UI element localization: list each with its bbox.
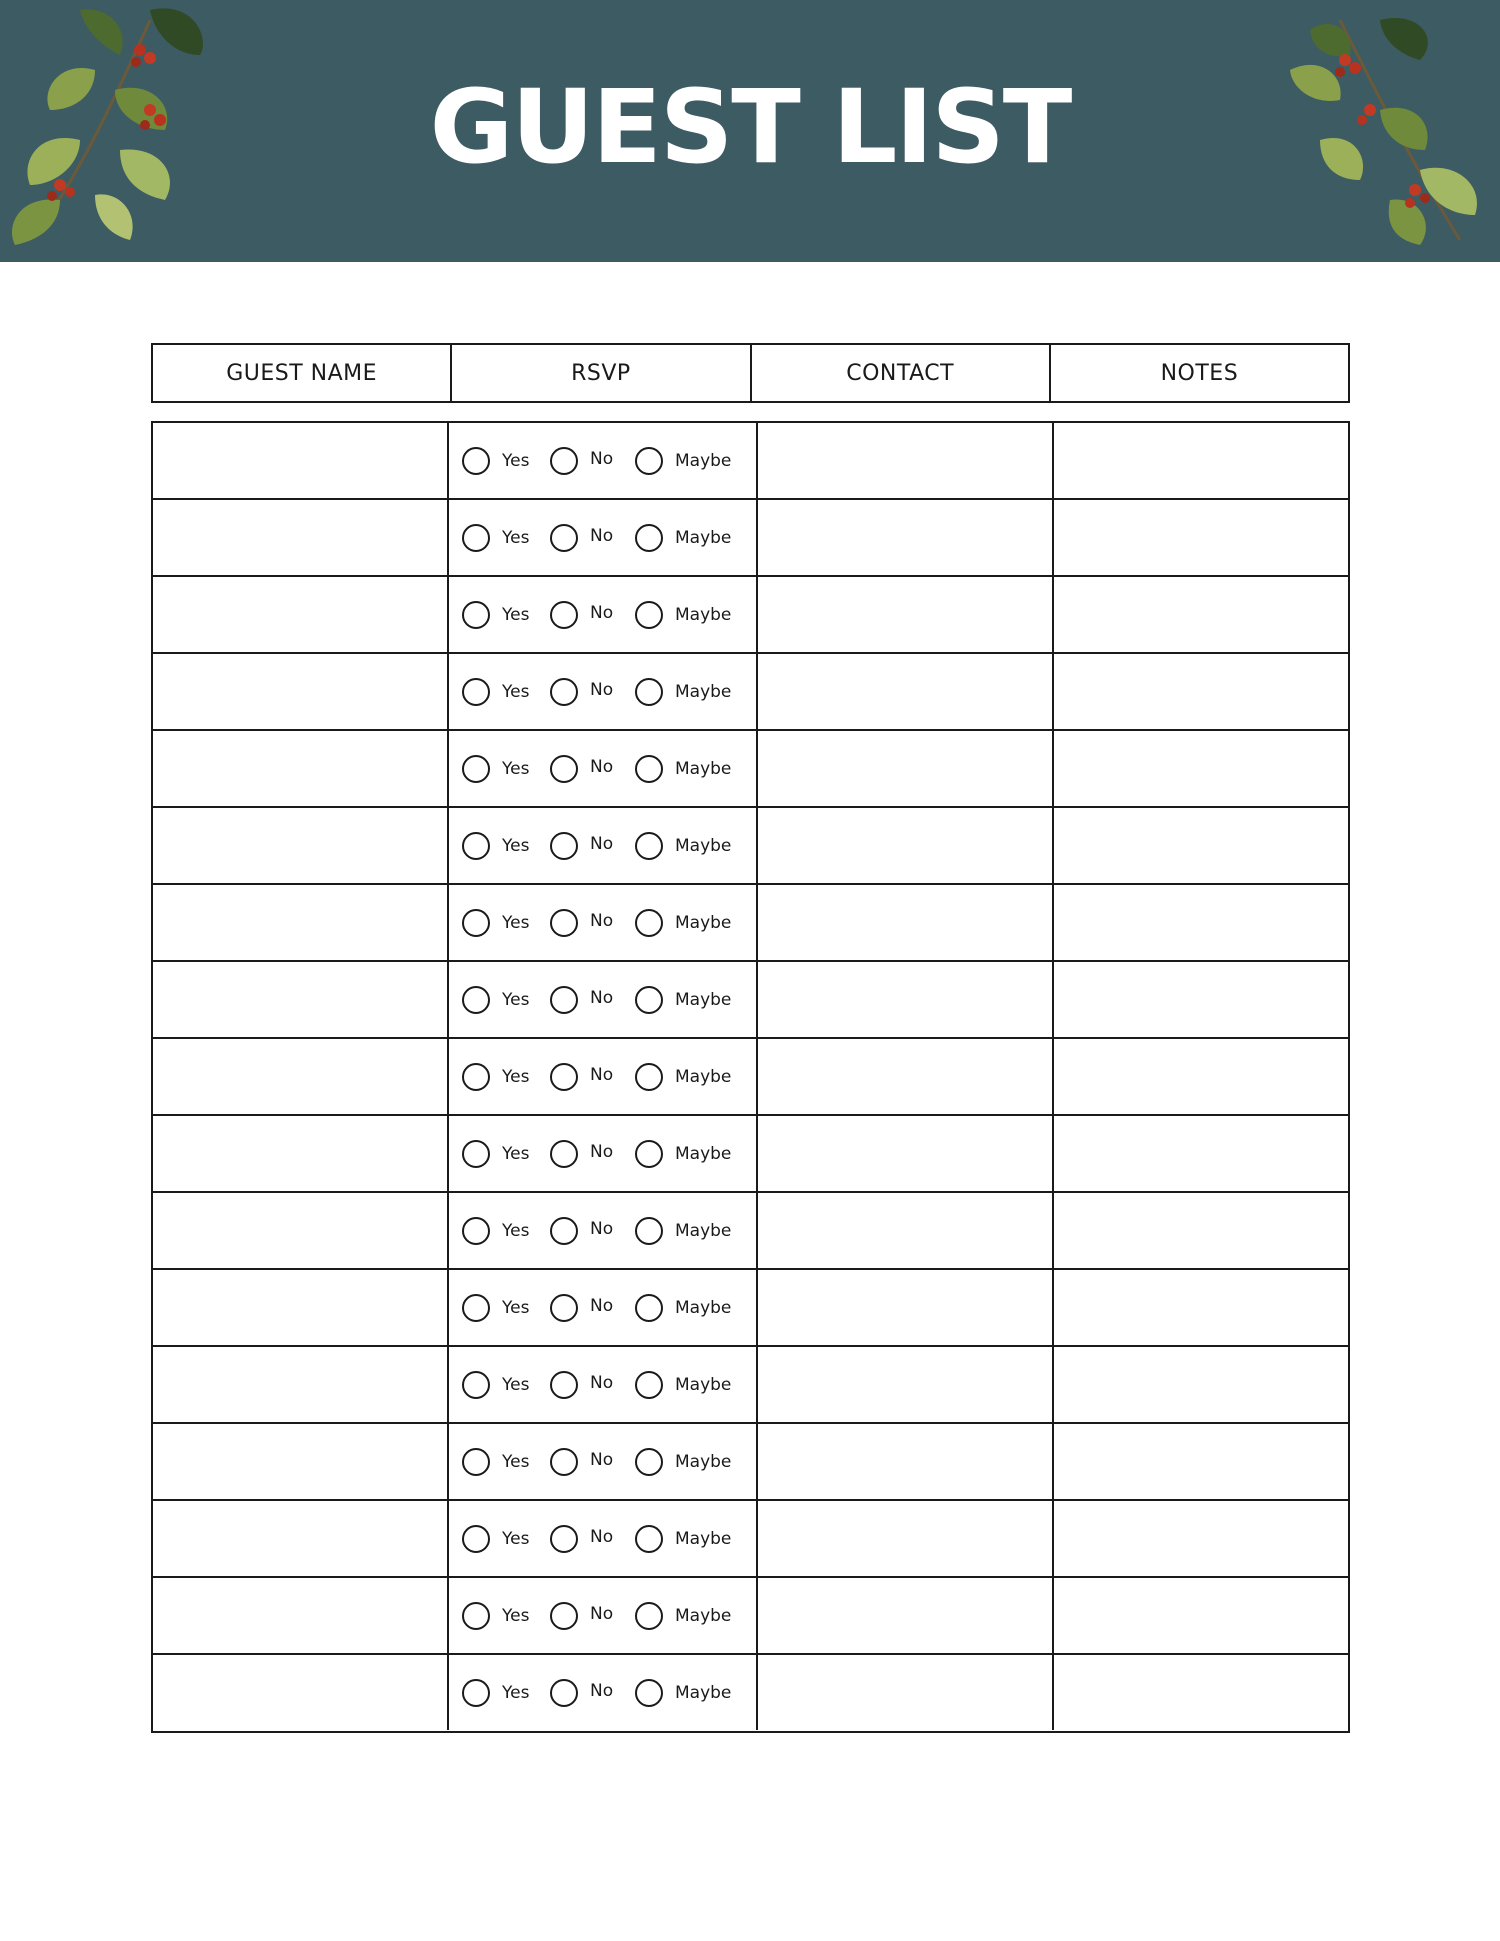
contact-cell[interactable] (758, 962, 1054, 1037)
contact-cell[interactable] (758, 1193, 1054, 1268)
column-header-guest-name: GUEST NAME (153, 345, 452, 401)
rsvp-option-label: No (590, 833, 614, 854)
table-row (153, 1193, 1348, 1270)
rsvp-option-label: Yes (502, 835, 530, 856)
notes-cell[interactable] (1054, 1039, 1348, 1114)
rsvp-option-maybe[interactable] (635, 678, 731, 706)
guest-name-cell[interactable] (153, 1116, 449, 1191)
guest-name-cell[interactable] (153, 1347, 449, 1422)
guest-name-cell[interactable] (153, 1270, 449, 1345)
notes-cell[interactable] (1054, 1655, 1348, 1730)
radio-circle-icon[interactable] (550, 1525, 578, 1553)
rsvp-option-label: Maybe (675, 681, 732, 702)
rsvp-option-label: Yes (502, 1297, 530, 1318)
rsvp-option-no[interactable] (550, 755, 635, 783)
radio-circle-icon[interactable] (462, 755, 490, 783)
radio-circle-icon[interactable] (462, 832, 490, 860)
contact-cell[interactable] (758, 577, 1054, 652)
rsvp-option-yes[interactable] (462, 909, 550, 937)
rsvp-option-maybe[interactable] (635, 1294, 731, 1322)
column-header-rsvp: RSVP (452, 345, 751, 401)
rsvp-option-label: Yes (502, 1374, 530, 1395)
rsvp-cell (449, 1424, 758, 1499)
notes-cell[interactable] (1054, 962, 1348, 1037)
rsvp-option-label: Maybe (675, 1605, 732, 1626)
notes-cell[interactable] (1054, 654, 1348, 729)
contact-cell[interactable] (758, 1578, 1054, 1653)
rsvp-cell (449, 1501, 758, 1576)
rsvp-option-label: No (590, 1141, 614, 1162)
rsvp-option-yes[interactable] (462, 986, 550, 1014)
rsvp-option-label: Yes (502, 758, 530, 779)
rsvp-option-yes[interactable] (462, 1602, 550, 1630)
rsvp-option-label: Yes (502, 1066, 530, 1087)
notes-cell[interactable] (1054, 1347, 1348, 1422)
rsvp-option-label: Yes (502, 450, 530, 471)
rsvp-cell (449, 885, 758, 960)
radio-circle-icon[interactable] (462, 1294, 490, 1322)
rsvp-cell (449, 808, 758, 883)
rsvp-option-label: Yes (502, 1605, 530, 1626)
rsvp-option-label: Yes (502, 681, 530, 702)
rsvp-option-label: Maybe (675, 1374, 732, 1395)
rsvp-option-yes[interactable] (462, 1525, 550, 1553)
radio-circle-icon[interactable] (462, 1679, 490, 1707)
radio-circle-icon[interactable] (462, 909, 490, 937)
contact-cell[interactable] (758, 731, 1054, 806)
rsvp-option-label: Maybe (675, 758, 732, 779)
radio-circle-icon[interactable] (462, 1525, 490, 1553)
rsvp-option-label: Yes (502, 1143, 530, 1164)
rsvp-cell (449, 1270, 758, 1345)
rsvp-option-label: No (590, 1064, 614, 1085)
rsvp-option-label: Yes (502, 989, 530, 1010)
guest-name-cell[interactable] (153, 1193, 449, 1268)
radio-circle-icon[interactable] (635, 1679, 663, 1707)
rsvp-option-label: Maybe (675, 912, 732, 933)
notes-cell[interactable] (1054, 423, 1348, 498)
contact-cell[interactable] (758, 654, 1054, 729)
rsvp-option-label: No (590, 602, 614, 623)
rsvp-option-maybe[interactable] (635, 755, 731, 783)
rsvp-option-maybe[interactable] (635, 1371, 731, 1399)
rsvp-option-no[interactable] (550, 1525, 635, 1553)
rsvp-option-yes[interactable] (462, 447, 550, 475)
rsvp-option-label: No (590, 1372, 614, 1393)
rsvp-option-no[interactable] (550, 1217, 635, 1245)
rsvp-cell (449, 1578, 758, 1653)
radio-circle-icon[interactable] (550, 1063, 578, 1091)
rsvp-option-label: No (590, 1295, 614, 1316)
holly-icon (1270, 0, 1500, 250)
rsvp-option-maybe[interactable] (635, 601, 731, 629)
rsvp-option-no[interactable] (550, 1294, 635, 1322)
rsvp-option-no[interactable] (550, 832, 635, 860)
rsvp-cell (449, 500, 758, 575)
header-banner (0, 0, 1500, 262)
contact-cell[interactable] (758, 885, 1054, 960)
rsvp-option-label: Yes (502, 1682, 530, 1703)
rsvp-cell (449, 423, 758, 498)
radio-circle-icon[interactable] (635, 755, 663, 783)
rsvp-option-label: Yes (502, 912, 530, 933)
table-row (153, 1116, 1348, 1193)
rsvp-option-no[interactable] (550, 1602, 635, 1630)
rsvp-option-yes[interactable] (462, 601, 550, 629)
rsvp-option-maybe[interactable] (635, 524, 731, 552)
radio-circle-icon[interactable] (550, 1217, 578, 1245)
radio-circle-icon[interactable] (635, 1525, 663, 1553)
rsvp-option-yes[interactable] (462, 1371, 550, 1399)
guest-name-cell[interactable] (153, 808, 449, 883)
table-row (153, 1039, 1348, 1116)
rsvp-option-label: Yes (502, 1220, 530, 1241)
guest-name-cell[interactable] (153, 577, 449, 652)
table-row (153, 500, 1348, 577)
rsvp-cell (449, 1116, 758, 1191)
contact-cell[interactable] (758, 500, 1054, 575)
radio-circle-icon[interactable] (635, 1140, 663, 1168)
rsvp-cell (449, 1347, 758, 1422)
rsvp-cell (449, 654, 758, 729)
rsvp-option-no[interactable] (550, 678, 635, 706)
rsvp-option-maybe[interactable] (635, 1448, 731, 1476)
radio-circle-icon[interactable] (550, 1448, 578, 1476)
table-row (153, 962, 1348, 1039)
table-row (153, 423, 1348, 500)
table-row (153, 1424, 1348, 1501)
rsvp-option-maybe[interactable] (635, 1217, 731, 1245)
rsvp-cell (449, 1655, 758, 1730)
radio-circle-icon[interactable] (550, 1140, 578, 1168)
rsvp-option-label: No (590, 1603, 614, 1624)
radio-circle-icon[interactable] (635, 1294, 663, 1322)
rsvp-option-label: Yes (502, 604, 530, 625)
radio-circle-icon[interactable] (550, 1371, 578, 1399)
radio-circle-icon[interactable] (462, 524, 490, 552)
notes-cell[interactable] (1054, 1424, 1348, 1499)
radio-circle-icon[interactable] (635, 1371, 663, 1399)
contact-cell[interactable] (758, 1039, 1054, 1114)
radio-circle-icon[interactable] (462, 601, 490, 629)
contact-cell[interactable] (758, 1424, 1054, 1499)
rsvp-option-yes[interactable] (462, 755, 550, 783)
radio-circle-icon[interactable] (462, 1140, 490, 1168)
radio-circle-icon[interactable] (635, 601, 663, 629)
guest-name-cell[interactable] (153, 500, 449, 575)
radio-circle-icon[interactable] (462, 447, 490, 475)
table-row (153, 885, 1348, 962)
rsvp-option-label: Maybe (675, 527, 732, 548)
column-header-contact: CONTACT (752, 345, 1051, 401)
rsvp-option-no[interactable] (550, 447, 635, 475)
rsvp-option-label: No (590, 448, 614, 469)
rsvp-cell (449, 1193, 758, 1268)
rsvp-option-maybe[interactable] (635, 1679, 731, 1707)
radio-circle-icon[interactable] (635, 1217, 663, 1245)
contact-cell[interactable] (758, 423, 1054, 498)
rsvp-cell (449, 731, 758, 806)
rsvp-option-label: Maybe (675, 989, 732, 1010)
radio-circle-icon[interactable] (462, 678, 490, 706)
contact-cell[interactable] (758, 808, 1054, 883)
guest-name-cell[interactable] (153, 1578, 449, 1653)
table-row (153, 654, 1348, 731)
rsvp-option-yes[interactable] (462, 1294, 550, 1322)
guest-name-cell[interactable] (153, 654, 449, 729)
rsvp-cell (449, 577, 758, 652)
radio-circle-icon[interactable] (462, 1217, 490, 1245)
radio-circle-icon[interactable] (550, 755, 578, 783)
radio-circle-icon[interactable] (550, 447, 578, 475)
rsvp-option-label: Maybe (675, 835, 732, 856)
guest-name-cell[interactable] (153, 423, 449, 498)
rsvp-option-maybe[interactable] (635, 986, 731, 1014)
guest-name-cell[interactable] (153, 1655, 449, 1730)
page-title: GUEST LIST (429, 68, 1071, 187)
radio-circle-icon[interactable] (462, 1602, 490, 1630)
radio-circle-icon[interactable] (550, 1294, 578, 1322)
rsvp-option-yes[interactable] (462, 1679, 550, 1707)
rsvp-option-label: Yes (502, 527, 530, 548)
table-row (153, 1501, 1348, 1578)
column-header-notes: NOTES (1160, 360, 1239, 386)
guest-table (151, 421, 1350, 1733)
guest-name-cell[interactable] (153, 885, 449, 960)
table-row (153, 1270, 1348, 1347)
rsvp-option-label: Maybe (675, 1682, 732, 1703)
radio-circle-icon[interactable] (462, 986, 490, 1014)
rsvp-option-label: Maybe (675, 450, 732, 471)
radio-circle-icon[interactable] (462, 1448, 490, 1476)
table-header (151, 343, 1350, 403)
rsvp-option-label: No (590, 1449, 614, 1470)
notes-cell[interactable] (1054, 500, 1348, 575)
rsvp-option-label: No (590, 1526, 614, 1547)
radio-circle-icon[interactable] (635, 678, 663, 706)
rsvp-option-no[interactable] (550, 1063, 635, 1091)
table-row (153, 731, 1348, 808)
radio-circle-icon[interactable] (550, 678, 578, 706)
radio-circle-icon[interactable] (635, 524, 663, 552)
contact-cell[interactable] (758, 1116, 1054, 1191)
rsvp-option-no[interactable] (550, 1371, 635, 1399)
radio-circle-icon[interactable] (550, 832, 578, 860)
guest-name-cell[interactable] (153, 731, 449, 806)
guest-name-cell[interactable] (153, 962, 449, 1037)
rsvp-option-no[interactable] (550, 524, 635, 552)
rsvp-option-label: No (590, 987, 614, 1008)
rsvp-option-maybe[interactable] (635, 447, 731, 475)
rsvp-option-label: No (590, 1680, 614, 1701)
rsvp-option-label: Maybe (675, 1143, 732, 1164)
rsvp-cell (449, 1039, 758, 1114)
radio-circle-icon[interactable] (635, 909, 663, 937)
rsvp-option-no[interactable] (550, 1448, 635, 1476)
rsvp-option-label: Yes (502, 1528, 530, 1549)
rsvp-option-maybe[interactable] (635, 1525, 731, 1553)
radio-circle-icon[interactable] (462, 1063, 490, 1091)
rsvp-option-label: No (590, 910, 614, 931)
table-row (153, 1655, 1348, 1730)
rsvp-option-yes[interactable] (462, 1140, 550, 1168)
rsvp-option-label: Yes (502, 1451, 530, 1472)
guest-name-cell[interactable] (153, 1501, 449, 1576)
radio-circle-icon[interactable] (550, 909, 578, 937)
rsvp-option-yes[interactable] (462, 678, 550, 706)
notes-cell[interactable] (1054, 731, 1348, 806)
rsvp-option-label: No (590, 1218, 614, 1239)
rsvp-option-label: No (590, 525, 614, 546)
rsvp-option-yes[interactable] (462, 1448, 550, 1476)
rsvp-option-no[interactable] (550, 1140, 635, 1168)
radio-circle-icon[interactable] (550, 986, 578, 1014)
notes-cell[interactable] (1054, 1193, 1348, 1268)
rsvp-option-label: Maybe (675, 604, 732, 625)
notes-cell[interactable] (1054, 1501, 1348, 1576)
contact-cell[interactable] (758, 1501, 1054, 1576)
radio-circle-icon[interactable] (635, 1448, 663, 1476)
radio-circle-icon[interactable] (550, 1602, 578, 1630)
rsvp-option-maybe[interactable] (635, 1602, 731, 1630)
radio-circle-icon[interactable] (550, 1679, 578, 1707)
rsvp-cell (449, 962, 758, 1037)
rsvp-option-label: Maybe (675, 1297, 732, 1318)
table-row (153, 1578, 1348, 1655)
guest-name-cell[interactable] (153, 1424, 449, 1499)
rsvp-option-label: Maybe (675, 1066, 732, 1087)
rsvp-option-no[interactable] (550, 601, 635, 629)
radio-circle-icon[interactable] (635, 986, 663, 1014)
notes-cell[interactable] (1054, 808, 1348, 883)
rsvp-option-maybe[interactable] (635, 909, 731, 937)
table-row (153, 1347, 1348, 1424)
rsvp-option-label: No (590, 756, 614, 777)
rsvp-option-maybe[interactable] (635, 832, 731, 860)
contact-cell[interactable] (758, 1655, 1054, 1730)
rsvp-option-no[interactable] (550, 1679, 635, 1707)
rsvp-option-yes[interactable] (462, 1063, 550, 1091)
notes-cell[interactable] (1054, 1270, 1348, 1345)
notes-cell[interactable] (1054, 885, 1348, 960)
radio-circle-icon[interactable] (635, 1602, 663, 1630)
radio-circle-icon[interactable] (635, 1063, 663, 1091)
radio-circle-icon[interactable] (550, 601, 578, 629)
rsvp-option-yes[interactable] (462, 524, 550, 552)
radio-circle-icon[interactable] (635, 447, 663, 475)
radio-circle-icon[interactable] (550, 524, 578, 552)
rsvp-option-maybe[interactable] (635, 1140, 731, 1168)
notes-cell[interactable] (1054, 1116, 1348, 1191)
table-row (153, 577, 1348, 654)
guest-name-cell[interactable] (153, 1039, 449, 1114)
rsvp-option-no[interactable] (550, 909, 635, 937)
notes-cell[interactable] (1054, 1578, 1348, 1653)
rsvp-option-no[interactable] (550, 986, 635, 1014)
rsvp-option-maybe[interactable] (635, 1063, 731, 1091)
rsvp-option-label: Maybe (675, 1220, 732, 1241)
contact-cell[interactable] (758, 1270, 1054, 1345)
rsvp-option-yes[interactable] (462, 832, 550, 860)
contact-cell[interactable] (758, 1347, 1054, 1422)
rsvp-option-label: Maybe (675, 1451, 732, 1472)
notes-cell[interactable] (1054, 577, 1348, 652)
rsvp-option-yes[interactable] (462, 1217, 550, 1245)
rsvp-option-label: Maybe (675, 1528, 732, 1549)
radio-circle-icon[interactable] (635, 832, 663, 860)
radio-circle-icon[interactable] (462, 1371, 490, 1399)
rsvp-option-label: No (590, 679, 614, 700)
table-row (153, 808, 1348, 885)
